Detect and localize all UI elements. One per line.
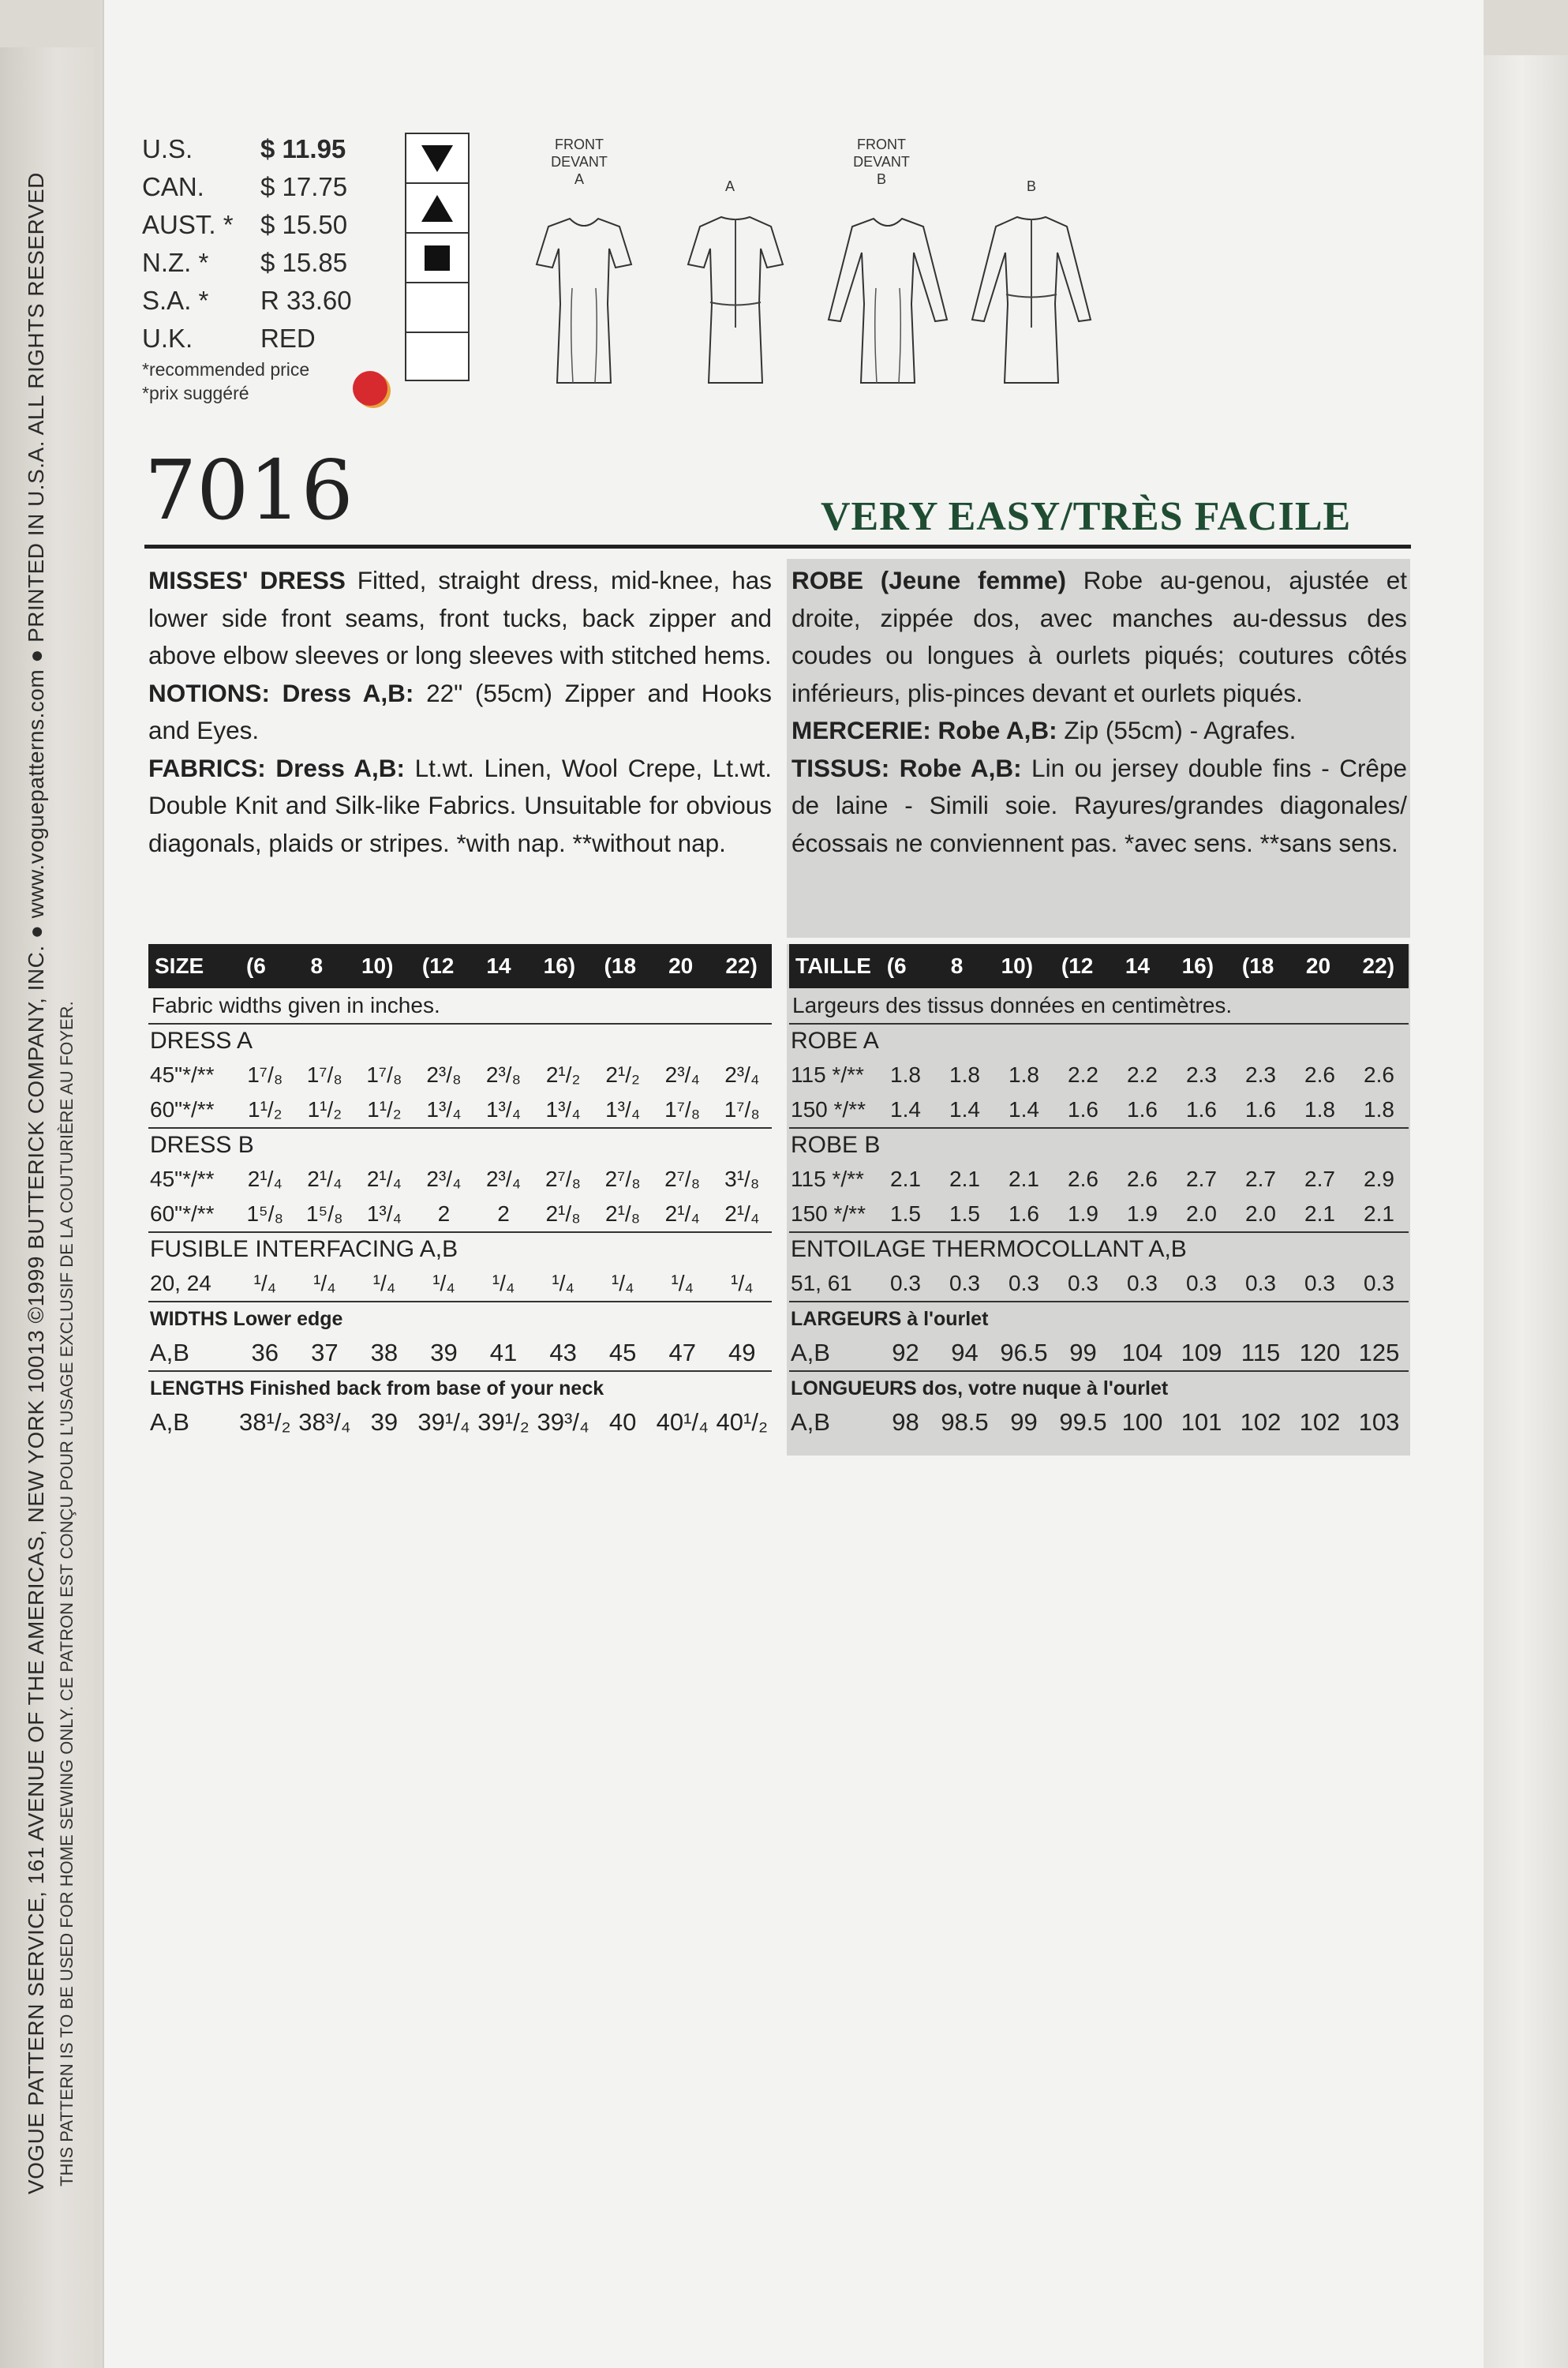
table-cell: 37 — [311, 1339, 339, 1366]
table-cell: 0.3 — [1304, 1271, 1335, 1295]
table-cell: ¹/₄ — [552, 1271, 574, 1295]
yardage-table-english — [148, 944, 772, 1440]
size-cell: 14 — [486, 954, 511, 978]
table-cell: 2⁷/₈ — [545, 1167, 582, 1191]
table-cell: 2¹/₄ — [724, 1201, 760, 1226]
dress-b-back-illustration — [964, 209, 1098, 391]
table-cell: 109 — [1181, 1339, 1222, 1366]
table-cell: 2 — [497, 1201, 510, 1226]
table-cell: 1.5 — [949, 1201, 980, 1226]
table-cell: 0.3 — [1068, 1271, 1098, 1295]
row-label: 150 */** — [791, 1201, 866, 1226]
size-cell: 8 — [310, 954, 324, 978]
table-cell: 0.3 — [1186, 1271, 1217, 1295]
row-label: A,B — [150, 1339, 189, 1366]
notions-label-fr: MERCERIE: Robe A,B: — [791, 716, 1057, 744]
size-cell: 16) — [1181, 954, 1214, 978]
table-cell: 40¹/₂ — [716, 1408, 768, 1436]
table-cell: 1⁷/₈ — [366, 1062, 402, 1087]
row-label: 45"*/** — [150, 1062, 215, 1087]
price-row — [142, 206, 395, 244]
difficulty-label: VERY EASY/TRÈS FACILE — [821, 494, 1352, 539]
table-cell: 1⁷/₈ — [724, 1097, 760, 1122]
table-cell: ¹/₄ — [492, 1271, 515, 1295]
table-cell: 43 — [549, 1339, 577, 1366]
price-row — [142, 168, 395, 206]
table-cell: 1.6 — [1186, 1097, 1217, 1122]
table-row — [148, 1092, 772, 1127]
price-amount: $ 17.75 — [260, 172, 348, 201]
size-cell: (6 — [245, 954, 266, 978]
table-cell: 2.6 — [1364, 1062, 1394, 1087]
price-row — [142, 244, 395, 282]
table-cell: 2.3 — [1186, 1062, 1217, 1087]
table-cell: 40 — [608, 1408, 637, 1436]
table-cell: 1.4 — [949, 1097, 980, 1122]
empty-symbol-cell — [406, 333, 468, 383]
size-cell: (12 — [421, 954, 455, 978]
size-cell: 10) — [361, 954, 394, 978]
table-row — [789, 1162, 1409, 1197]
table-cell: 0.3 — [890, 1271, 921, 1295]
size-cell: 16) — [543, 954, 576, 978]
size-cell: 14 — [1125, 954, 1151, 978]
table-cell: 2¹/₈ — [545, 1201, 581, 1226]
table-cell: 39³/₄ — [537, 1408, 589, 1436]
table-cell: 2.3 — [1245, 1062, 1276, 1087]
table-cell: 1¹/₂ — [367, 1097, 402, 1122]
size-cell: 10) — [1001, 954, 1034, 978]
table-cell: 1⁵/₈ — [306, 1201, 343, 1226]
row-label: A,B — [791, 1339, 830, 1366]
right-flap — [1476, 55, 1568, 2368]
table-row — [789, 1405, 1409, 1440]
table-cell: 92 — [892, 1339, 919, 1366]
price-country: U.S. — [142, 134, 193, 163]
table-cell: 47 — [668, 1339, 696, 1366]
table-cell: 98 — [892, 1408, 919, 1436]
table-row — [148, 1266, 772, 1301]
desc-title: MISSES' DRESS — [148, 566, 346, 594]
table-cell: 1.6 — [1245, 1097, 1276, 1122]
up-triangle-icon — [406, 184, 468, 234]
table-cell: 2³/₈ — [485, 1062, 522, 1087]
table-cell: 100 — [1121, 1408, 1163, 1436]
fabrics-text-fr: Lin ou jersey double fins - Crêpe de laine - Simili soie. Rayures/grandes diagonales/écossais ne conviennent pas. *avec sens. **sans sens. — [791, 753, 1407, 857]
table-cell: 2³/₄ — [485, 1167, 522, 1191]
table-cell: 39 — [430, 1339, 458, 1366]
row-label: 51, 61 — [791, 1271, 852, 1295]
price-note-fr: *prix suggéré — [142, 383, 249, 403]
table-cell: ¹/₄ — [253, 1271, 277, 1295]
table-cell: 0.3 — [1364, 1271, 1394, 1295]
price-country: S.A. * — [142, 286, 209, 315]
table-cell: 120 — [1299, 1339, 1341, 1366]
size-cell: (12 — [1061, 954, 1094, 978]
table-row — [789, 1092, 1409, 1127]
table-row — [789, 1197, 1409, 1231]
desc-body: Fitted, straight dress, mid-knee, has lower side front seams, front tucks, back zipper and above elbow sleeves or long sleeves with stitched hems. — [148, 566, 772, 669]
yardage-table-french — [789, 944, 1409, 1440]
table-row — [789, 1058, 1409, 1092]
table-cell: 101 — [1181, 1408, 1222, 1436]
table-cell: 102 — [1299, 1408, 1341, 1436]
size-cell: 20 — [668, 954, 694, 978]
table-cell: 40¹/₄ — [656, 1408, 709, 1436]
size-cell: 22) — [725, 954, 758, 978]
row-label: 60"*/** — [150, 1097, 215, 1122]
widths-note-fr: Largeurs des tissus données en centimètres. — [792, 993, 1233, 1017]
table-cell: 2⁷/₈ — [664, 1167, 701, 1191]
table-cell: 2.9 — [1364, 1167, 1394, 1191]
price-note-en: *recommended price — [142, 359, 310, 380]
price-amount: RED — [260, 324, 316, 353]
header-rule — [144, 545, 1411, 549]
size-header-fr — [789, 944, 1409, 988]
notions-label: NOTIONS: Dress A,B: — [148, 678, 414, 707]
table-cell: 2.1 — [1009, 1167, 1039, 1191]
table-cell: 0.3 — [1127, 1271, 1158, 1295]
price-amount: R 33.60 — [260, 286, 352, 315]
size-cell: (18 — [1241, 954, 1274, 978]
table-cell: 1.8 — [949, 1062, 980, 1087]
table-cell: 98.5 — [941, 1408, 989, 1436]
table-cell: 2.2 — [1127, 1062, 1158, 1087]
section-dress-a: DRESS A — [148, 1023, 772, 1058]
size-cell: (18 — [604, 954, 637, 978]
price-list — [142, 130, 395, 405]
table-cell: 39¹/₂ — [477, 1408, 530, 1436]
table-cell: 1¹/₂ — [307, 1097, 342, 1122]
table-cell: 2.1 — [1304, 1201, 1335, 1226]
widths-note: Fabric widths given in inches. — [152, 993, 440, 1017]
section-longueurs: LONGUEURS dos, votre nuque à l'ourlet — [789, 1370, 1409, 1405]
table-cell: 49 — [728, 1339, 756, 1366]
table-row — [148, 1336, 772, 1370]
table-cell: 99 — [1069, 1339, 1097, 1366]
table-cell: 2.6 — [1304, 1062, 1335, 1087]
table-cell: 39 — [370, 1408, 399, 1436]
illus-label-front-a: FRONT DEVANT A — [551, 137, 608, 187]
row-label: A,B — [791, 1408, 830, 1436]
table-cell: 1³/₄ — [545, 1097, 581, 1122]
square-icon — [406, 234, 468, 283]
size-label: SIZE — [155, 954, 204, 978]
row-label: 115 */** — [791, 1062, 864, 1087]
description-french — [791, 562, 1407, 862]
table-row — [148, 1058, 772, 1092]
table-cell: 0.3 — [1245, 1271, 1276, 1295]
table-cell: 39¹/₄ — [417, 1408, 470, 1436]
empty-symbol-cell — [406, 283, 468, 333]
section-largeurs: LARGEURS à l'ourlet — [789, 1301, 1409, 1336]
table-cell: 2¹/₂ — [605, 1062, 640, 1087]
section-robe-b: ROBE B — [789, 1127, 1409, 1162]
table-row — [789, 1336, 1409, 1370]
table-cell: ¹/₄ — [611, 1271, 634, 1295]
table-cell: 1.4 — [1009, 1097, 1039, 1122]
dress-a-back-illustration — [680, 209, 791, 391]
row-label: 45"*/** — [150, 1167, 215, 1191]
table-cell: 2³/₄ — [426, 1167, 462, 1191]
table-cell: 1⁷/₈ — [247, 1062, 283, 1087]
description-english — [148, 562, 772, 862]
price-amount: $ 15.50 — [260, 210, 348, 239]
price-country: AUST. * — [142, 210, 234, 239]
table-cell: 2.6 — [1068, 1167, 1098, 1191]
desc-title-fr: ROBE (Jeune femme) — [791, 566, 1067, 594]
table-cell: 2.0 — [1186, 1201, 1217, 1226]
table-cell: 94 — [951, 1339, 979, 1366]
row-label: 60"*/** — [150, 1201, 215, 1226]
size-cell: 20 — [1305, 954, 1331, 978]
symbol-box — [405, 133, 470, 381]
table-cell: 1³/₄ — [366, 1201, 402, 1226]
table-cell: 2.2 — [1068, 1062, 1098, 1087]
table-cell: 1.6 — [1009, 1201, 1039, 1226]
table-cell: 1³/₄ — [485, 1097, 522, 1122]
row-label: A,B — [150, 1408, 189, 1436]
table-cell: 2.1 — [949, 1167, 980, 1191]
table-cell: ¹/₄ — [671, 1271, 694, 1295]
table-cell: 1⁵/₈ — [246, 1201, 284, 1226]
table-cell: 2¹/₄ — [247, 1167, 283, 1191]
table-cell: 2¹/₂ — [545, 1062, 581, 1087]
section-lengths: LENGTHS Finished back from base of your neck — [148, 1370, 772, 1405]
side-home-sewing-text: THIS PATTERN IS TO BE USED FOR HOME SEWING ONLY. CE PATRON EST CONÇU POUR L'USAGE EXCLUSIF DE LA COUTURIÈRE AU FOYER. — [57, 1001, 77, 2186]
table-cell: 38³/₄ — [298, 1408, 351, 1436]
row-label: 115 */** — [791, 1167, 864, 1191]
table-cell: 1.9 — [1127, 1201, 1158, 1226]
table-cell: 1.8 — [1364, 1097, 1394, 1122]
desc-body-fr: Robe au-genou, ajustée et droite, zippée dos, avec manches au-dessus des coudes ou longues à ourlets piqués; coutures côtés inférieurs, plis-pinces devant et ourlets piqués. — [791, 566, 1408, 707]
table-cell: 2.0 — [1245, 1201, 1276, 1226]
table-cell: 41 — [489, 1339, 518, 1366]
table-cell: 1⁷/₈ — [664, 1097, 701, 1122]
size-cell: 22) — [1362, 954, 1395, 978]
pattern-number: 7016 — [144, 442, 354, 538]
notions-text-fr: Zip (55cm) - Agrafes. — [1057, 716, 1297, 744]
table-cell: 104 — [1121, 1339, 1163, 1366]
table-cell: 99.5 — [1059, 1408, 1107, 1436]
table-cell: 103 — [1358, 1408, 1400, 1436]
table-row — [148, 1197, 772, 1231]
illus-label-back-a: A — [724, 178, 735, 194]
size-label-fr: TAILLE — [795, 954, 871, 978]
section-interfacing: FUSIBLE INTERFACING A,B — [148, 1231, 772, 1266]
section-robe-a: ROBE A — [789, 1023, 1409, 1058]
table-cell: 2⁷/₈ — [604, 1167, 641, 1191]
table-cell: 1³/₄ — [605, 1097, 641, 1122]
table-cell: 96.5 — [1000, 1339, 1048, 1366]
table-cell: 1.5 — [890, 1201, 921, 1226]
section-dress-b: DRESS B — [148, 1127, 772, 1162]
price-row — [142, 320, 395, 358]
table-cell: 1.6 — [1068, 1097, 1098, 1122]
red-dot-icon — [353, 371, 387, 406]
table-cell: 2³/₄ — [664, 1062, 700, 1087]
row-label: 20, 24 — [150, 1271, 211, 1295]
illus-label-front-b: FRONT DEVANT B — [853, 137, 910, 187]
table-cell: 38 — [370, 1339, 399, 1366]
table-cell: ¹/₄ — [372, 1271, 396, 1295]
table-cell: 1.4 — [890, 1097, 921, 1122]
table-cell: 2³/₈ — [426, 1062, 462, 1087]
price-row — [142, 130, 395, 168]
price-row — [142, 282, 395, 320]
table-cell: 1³/₄ — [426, 1097, 462, 1122]
table-cell: 2¹/₄ — [664, 1201, 700, 1226]
section-entoilage: ENTOILAGE THERMOCOLLANT A,B — [789, 1231, 1409, 1266]
row-label: 150 */** — [791, 1097, 866, 1122]
size-cell: 8 — [950, 954, 964, 978]
table-cell: 2.6 — [1127, 1167, 1158, 1191]
table-row — [789, 1266, 1409, 1301]
table-cell: 1.8 — [1304, 1097, 1335, 1122]
table-cell: ¹/₄ — [432, 1271, 455, 1295]
table-row — [148, 1405, 772, 1440]
fabrics-text: Lt.wt. Linen, Wool Crepe, Lt.wt. Double Knit and Silk-like Fabrics. Unsuitable for obvious diagonals, plaids or stripes. *with nap. **without nap. — [148, 753, 772, 857]
table-cell: 3¹/₈ — [724, 1167, 760, 1191]
table-cell: 2.1 — [890, 1167, 921, 1191]
table-cell: 2¹/₄ — [366, 1167, 402, 1191]
down-triangle-icon — [406, 134, 468, 184]
table-cell: 1⁷/₈ — [306, 1062, 342, 1087]
table-cell: 45 — [608, 1339, 637, 1366]
table-cell: 2.7 — [1186, 1167, 1217, 1191]
table-cell: ¹/₄ — [313, 1271, 336, 1295]
table-cell: 38¹/₂ — [239, 1408, 291, 1436]
table-cell: 0.3 — [949, 1271, 980, 1295]
table-cell: 2¹/₄ — [307, 1167, 342, 1191]
table-cell: 1.9 — [1068, 1201, 1098, 1226]
table-cell: 2.7 — [1304, 1167, 1335, 1191]
table-cell: 115 — [1241, 1339, 1281, 1366]
table-cell: 1.8 — [890, 1062, 921, 1087]
illus-label-back-b: B — [1026, 178, 1036, 194]
table-cell: 2.1 — [1364, 1201, 1394, 1226]
dress-b-front-illustration — [821, 209, 955, 391]
price-country: U.K. — [142, 324, 193, 353]
price-country: N.Z. * — [142, 248, 209, 277]
table-cell: 125 — [1358, 1339, 1400, 1366]
table-row — [148, 1162, 772, 1197]
price-amount: $ 11.95 — [260, 134, 346, 163]
notions-text: 22" (55cm) Zipper and Hooks and Eyes. — [148, 678, 772, 744]
table-cell: 2 — [437, 1201, 451, 1226]
size-header — [148, 944, 772, 988]
table-cell: 0.3 — [1009, 1271, 1039, 1295]
table-cell: ¹/₄ — [731, 1271, 754, 1295]
table-cell: 1.6 — [1127, 1097, 1158, 1122]
table-cell: 36 — [251, 1339, 279, 1366]
table-cell: 1¹/₂ — [248, 1097, 283, 1122]
fabrics-label-fr: TISSUS: Robe A,B: — [791, 753, 1022, 782]
size-cell: (6 — [886, 954, 907, 978]
side-copyright-text: VOGUE PATTERN SERVICE, 161 AVENUE OF THE AMERICAS, NEW YORK 10013 ©1999 BUTTERICK COMPANY, INC. ● www.voguepatterns.com ● PRINTED IN U.S.A. ALL RIGHTS RESERVED — [24, 172, 48, 2194]
table-cell: 99 — [1010, 1408, 1038, 1436]
price-country: CAN. — [142, 172, 204, 201]
table-cell: 2.7 — [1245, 1167, 1276, 1191]
fabrics-label: FABRICS: Dress A,B: — [148, 753, 406, 782]
table-cell: 2¹/₈ — [605, 1201, 641, 1226]
section-widths: WIDTHS Lower edge — [148, 1301, 772, 1336]
dress-a-front-illustration — [529, 209, 639, 391]
table-cell: 102 — [1240, 1408, 1282, 1436]
table-cell: 2³/₄ — [724, 1062, 760, 1087]
price-amount: $ 15.85 — [260, 248, 348, 277]
table-cell: 1.8 — [1009, 1062, 1039, 1087]
